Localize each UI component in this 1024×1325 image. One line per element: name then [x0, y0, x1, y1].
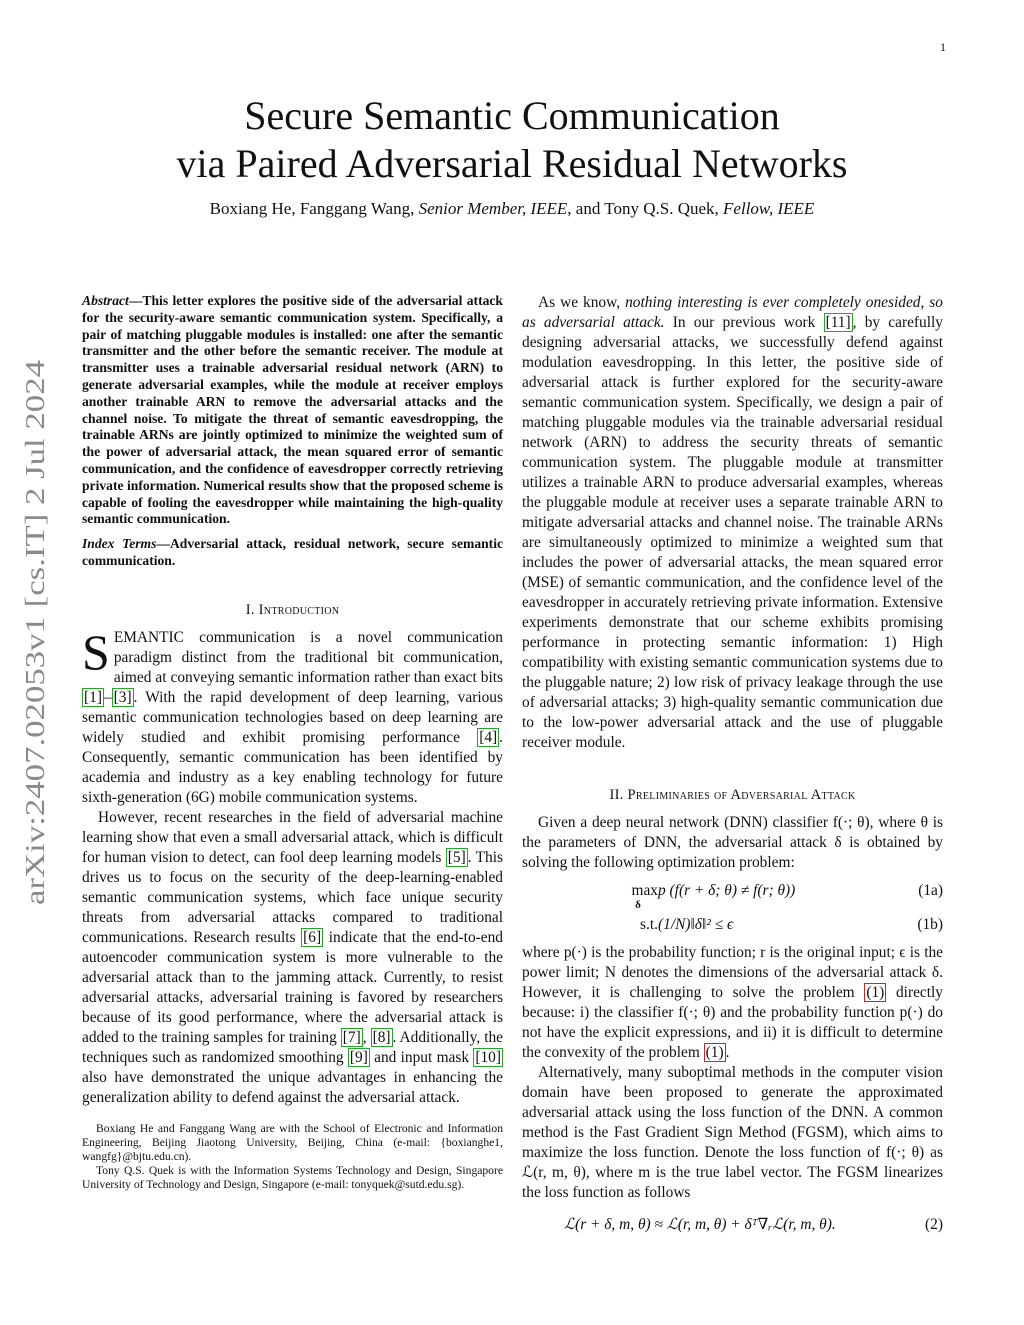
equation-1b	[522, 915, 943, 939]
intro-p2-text-g: also have demonstrated the unique advantages in enhancing the generalization ability to defend against the adversarial attack.	[82, 1068, 503, 1106]
equation-2	[522, 1215, 943, 1239]
authors-names-1: Boxiang He, Fanggang Wang,	[209, 199, 415, 218]
eq1b-body: (1/N)‖δ‖² ≤ ϵ	[658, 916, 734, 933]
arxiv-stamp	[12, 350, 54, 910]
footnote-1: Boxiang He and Fanggang Wang are with the School of Electronic and Information Engineering, Beijing Jiaotong University, Beijing, China (e-mail: {boxianghe1, wangfg}@bjtu.edu.cn).	[82, 1121, 503, 1163]
authors-role-1: Senior Member, IEEE	[418, 199, 568, 218]
intro-p2-text-c: indicate that the end-to-end autoencoder communication system is more vulnerable to the adversarial attack than to the jamming attack. Currently, to resist adversarial attacks, adversarial training is favored by researchers because of its good performance, where the adversarial attack is added to the training samples for training	[82, 928, 503, 1046]
prelim-paragraph-2	[522, 943, 943, 1063]
citation-link[interactable]: [11]	[825, 314, 851, 331]
intro-p3-quote: nothing interesting is ever completely onesided, so as adversarial attack.	[522, 294, 943, 331]
citation-link[interactable]: [3]	[113, 688, 132, 706]
citation-link[interactable]: [10]	[475, 1048, 501, 1066]
section-heading-introduction: I. Introduction	[245, 601, 340, 618]
citation-link[interactable]: [1]	[84, 688, 102, 706]
footnotes	[82, 1122, 503, 1192]
intro-p3-text-c: , by carefully designing adversarial attacks, we successfully defend against modulation eavesdropping. In this letter, the positive side of adversarial attack is further explored for the security-aware semantic communication system. Specifically, we design a pair of matching pluggable modules via the trainable adversarial residual network (ARN) to address the security threats of semantic communication system. The pluggable module at transmitter utilizes a trainable ARN to produce adversarial examples, whereas the pluggable module at receiver uses a separate trainable ARN to mitigate adversarial attacks and channel noise. The trainable ARNs are simultaneously optimized to minimize a weighted sum that includes the power of adversarial attacks, the mean squared error (MSE) of semantic communication, and the confidence level of the eavesdropper in accurately retrieving private information. Extensive experiments demonstrate that our scheme exhibits promising performance in protecting semantic information: 1) High compatibility with existing semantic communication systems due to the pluggable nature; 2) low risk of privacy leakage through the use of adversarial attacks; 3) high-quality semantic communication due to the low-power adversarial attack and the use of pluggable receiver module.	[522, 314, 943, 751]
index-terms-label: Index Terms	[82, 536, 157, 552]
eq1b-operator: s.t.	[640, 916, 658, 933]
eq2-number: (2)	[925, 1216, 943, 1233]
intro-p2-text-e: . Additionally, the techniques such as randomized smoothing	[82, 1028, 503, 1066]
citation-link[interactable]: [7]	[342, 1028, 361, 1046]
intro-p1-text-a: EMANTIC communication is a novel communication paradigm distinct from the traditional bit communication, aimed at conveying semantic information rather than exact bits	[113, 628, 503, 686]
abstract-text: —This letter explores the positive side of the adversarial attack for the security-aware semantic communication system. Specifically, a pair of matching pluggable modules is installed: one after the semantic transmitter and the other before the semantic receiver. The module at transmitter uses a trainable adversarial residual network (ARN) to generate adversarial examples, while the module at receiver employs another trainable ARN to remove the adversarial attacks and the channel noise. To mitigate the threat of semantic eavesdropping, the trainable ARNs are jointly optimized to minimize the weighted sum of the power of adversarial attack, the mean squared error of semantic communication, and the confidence of eavesdropper correctly retrieving private information. Numerical results show that the proposed scheme is capable of fooling the eavesdropper while maintaining the high-quality semantic communication.	[82, 293, 503, 527]
prelim-p2-text-b: directly because: i) the classifier f(·; θ) and the probability function p(·) do not have the explicit expressions, and ii) it is difficult to determine the convexity of the problem	[522, 984, 943, 1061]
paper-title	[0, 92, 1024, 188]
prelim-paragraph-3: Alternatively, many suboptimal methods in the computer vision domain have been proposed to generate the approximated adversarial attack using the loss function of the DNN. A common method is the Fast Gradient Sign Method (FGSM), which aims to maximize the loss function. Denote the loss function of f(·; θ) as ℒ(r, m, θ), where m is the true label vector. The FGSM linearizes the loss function as follows	[522, 1064, 943, 1201]
title-line-2: via Paired Adversarial Residual Networks	[176, 141, 848, 186]
right-column	[522, 293, 943, 1241]
intro-p2-text-b: . This drives us to focus on the security of the deep-learning-enabled semantic communication systems, which face unique security threats from adversarial attacks compared to traditional communications. Research results	[82, 848, 503, 946]
intro-p1-dash: –	[103, 688, 112, 706]
prelim-paragraph-1: Given a deep neural network (DNN) classifier f(·; θ), where θ is the parameters of DNN, the adversarial attack δ is obtained by solving the following optimization problem:	[522, 814, 943, 871]
abstract-label: Abstract	[82, 293, 129, 308]
author-line	[0, 199, 1024, 219]
intro-p1-text-c: . With the rapid development of deep learning, various semantic communication technologies based on deep learning are widely studied and exhibit promising performance	[82, 688, 503, 746]
eq1b-number: (1b)	[917, 916, 943, 933]
drop-cap: S	[82, 623, 110, 680]
abstract	[82, 293, 503, 528]
authors-names-2: , and Tony Q.S. Quek,	[567, 199, 719, 218]
footnote-2: Tony Q.S. Quek is with the Information Systems Technology and Design, Singapore University of Technology and Design, Singapore (e-mail: tonyquek@sutd.edu.sg).	[82, 1163, 503, 1191]
intro-p3-text-b: In our previous work	[664, 314, 824, 331]
eq1a-body: p (f(r + δ; θ) ≠ f(r; θ))	[658, 882, 796, 899]
prelim-p2-text-a: where p(·) is the probability function; r is the original input; ϵ is the power limit; N denotes the dimensions of the adversarial attack δ. However, it is challenging to solve the problem	[522, 944, 943, 1001]
equation-ref-link[interactable]: (1)	[705, 1044, 724, 1061]
eq1a-subscript: δ	[635, 899, 641, 911]
intro-paragraph-2	[82, 808, 503, 1108]
eq1a-number: (1a)	[918, 882, 943, 899]
index-terms	[82, 536, 503, 570]
title-line-1: Secure Semantic Communication	[244, 93, 780, 138]
prelim-p2-text-c: .	[725, 1044, 730, 1061]
eq1a-max: max	[631, 882, 658, 899]
intro-paragraph-1	[82, 623, 503, 808]
intro-p2-text-a: However, recent researches in the field of adversarial machine learning show that even a small adversarial attack, which is difficult for human vision to detect, can fool deep learning models	[82, 808, 503, 866]
citation-link[interactable]: [4]	[479, 728, 498, 746]
arxiv-stamp-text: arXiv:2407.02053v1 [cs.IT] 2 Jul 2024	[19, 474, 50, 905]
equation-ref-link[interactable]: (1)	[866, 984, 885, 1001]
page-number: 1	[940, 40, 946, 54]
equation-1a	[522, 881, 943, 911]
eq2-body: ℒ(r + δ, m, θ) ≈ ℒ(r, m, θ) + δᵀ∇ᵣℒ(r, m, θ).	[564, 1216, 836, 1233]
intro-paragraph-3	[522, 293, 943, 753]
intro-p3-text-a: As we know,	[538, 294, 626, 311]
citation-link[interactable]: [6]	[303, 928, 322, 946]
authors-role-2: Fellow, IEEE	[723, 199, 815, 218]
citation-link[interactable]: [9]	[349, 1048, 368, 1066]
citation-link[interactable]: [8]	[372, 1028, 391, 1046]
intro-p1-text-d: . Consequently, semantic communication has been identified by academia and industry as a key enabling technology for future sixth-generation (6G) mobile communication systems.	[82, 728, 503, 806]
index-terms-text: —Adversarial attack, residual network, secure semantic communication.	[82, 536, 504, 568]
left-column	[82, 293, 503, 1192]
intro-p2-text-f: and input mask	[369, 1048, 474, 1066]
intro-p2-text-d: ,	[362, 1028, 371, 1046]
citation-link[interactable]: [5]	[447, 848, 466, 866]
section-heading-preliminaries: II. Preliminaries of Adversarial Attack	[609, 787, 856, 803]
eq1a-operator	[618, 881, 658, 909]
